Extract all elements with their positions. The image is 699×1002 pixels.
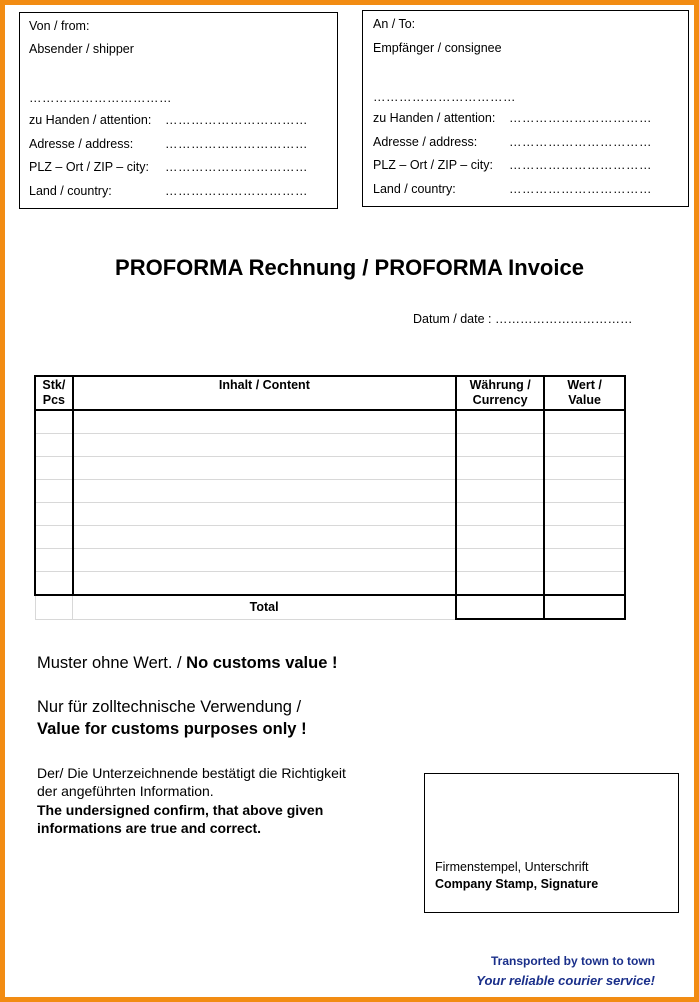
confirm-de-line-2: der angeführten Information. — [37, 783, 214, 799]
pcs-cell[interactable] — [35, 503, 73, 526]
value-cell[interactable] — [544, 503, 625, 526]
usage-note-de: Nur für zolltechnische Verwendung / — [37, 698, 302, 716]
total-row — [35, 595, 625, 619]
stamp-label-en: Company Stamp, Signature — [435, 877, 599, 891]
header-content: Inhalt / Content — [73, 376, 456, 410]
sender-box — [19, 12, 338, 209]
total-label: Total — [73, 595, 456, 619]
pcs-cell[interactable] — [35, 457, 73, 480]
stamp-label-de: Firmenstempel, Unterschrift — [435, 860, 589, 874]
recipient-country-field[interactable]: …………………………… — [509, 182, 652, 196]
currency-cell[interactable] — [456, 480, 544, 503]
muster-text: Muster ohne Wert. / — [37, 654, 187, 672]
table-row — [35, 457, 625, 480]
value-cell[interactable] — [544, 549, 625, 572]
header-pcs: Stk/ Pcs — [35, 376, 73, 410]
currency-cell[interactable] — [456, 526, 544, 549]
content-cell[interactable] — [73, 526, 456, 549]
value-cell[interactable] — [544, 457, 625, 480]
no-customs-value-note — [37, 654, 337, 673]
value-cell[interactable] — [544, 526, 625, 549]
currency-cell[interactable] — [456, 410, 544, 434]
pcs-cell[interactable] — [35, 410, 73, 434]
content-cell[interactable] — [73, 434, 456, 457]
table-row — [35, 434, 625, 457]
content-cell[interactable] — [73, 503, 456, 526]
content-cell[interactable] — [73, 549, 456, 572]
sender-country-label: Land / country: — [29, 184, 112, 198]
no-customs-value-text: No customs value ! — [186, 654, 338, 672]
total-value-cell[interactable] — [544, 595, 625, 619]
pcs-cell[interactable] — [35, 572, 73, 596]
stamp-signature-box[interactable] — [424, 773, 679, 913]
pcs-cell[interactable] — [35, 434, 73, 457]
total-currency-cell[interactable] — [456, 595, 544, 619]
recipient-attention-label: zu Handen / attention: — [373, 111, 496, 125]
recipient-city-field[interactable]: …………………………… — [509, 158, 652, 172]
currency-cell[interactable] — [456, 549, 544, 572]
value-cell[interactable] — [544, 434, 625, 457]
recipient-country-label: Land / country: — [373, 182, 456, 196]
sender-country-field[interactable]: …………………………… — [165, 184, 308, 198]
sender-attention-label: zu Handen / attention: — [29, 113, 152, 127]
table-row — [35, 549, 625, 572]
content-cell[interactable] — [73, 480, 456, 503]
document-title: PROFORMA Rechnung / PROFORMA Invoice — [115, 255, 584, 280]
sender-attention-field[interactable]: …………………………… — [165, 113, 308, 127]
recipient-name-field[interactable]: …………………………… — [373, 90, 516, 104]
value-cell[interactable] — [544, 480, 625, 503]
currency-cell[interactable] — [456, 503, 544, 526]
recipient-address-field[interactable]: …………………………… — [509, 135, 652, 149]
content-cell[interactable] — [73, 410, 456, 434]
confirm-en-line-1: The undersigned confirm, that above given — [37, 802, 324, 818]
content-cell[interactable] — [73, 457, 456, 480]
confirm-de-line-1: Der/ Die Unterzeichnende bestätigt die Richtigkeit — [37, 765, 346, 781]
table-row — [35, 480, 625, 503]
sender-address-field[interactable]: …………………………… — [165, 137, 308, 151]
recipient-box — [362, 10, 689, 207]
table-row — [35, 410, 625, 434]
value-cell[interactable] — [544, 572, 625, 596]
currency-cell[interactable] — [456, 457, 544, 480]
pcs-cell[interactable] — [35, 480, 73, 503]
recipient-heading: An / To: — [373, 17, 416, 31]
content-cell[interactable] — [73, 572, 456, 596]
recipient-city-label: PLZ – Ort / ZIP – city: — [373, 158, 493, 172]
items-table — [34, 375, 626, 620]
currency-cell[interactable] — [456, 572, 544, 596]
pcs-cell[interactable] — [35, 549, 73, 572]
confirm-en-line-2: informations are true and correct. — [37, 820, 262, 836]
usage-note-en: Value for customs purposes only ! — [37, 720, 307, 738]
pcs-cell[interactable] — [35, 526, 73, 549]
currency-cell[interactable] — [456, 434, 544, 457]
table-row — [35, 503, 625, 526]
value-cell[interactable] — [544, 410, 625, 434]
footer-line-1: Transported by town to town — [491, 954, 655, 968]
recipient-address-label: Adresse / address: — [373, 135, 478, 149]
recipient-subheading: Empfänger / consignee — [373, 41, 502, 55]
table-header-row — [35, 376, 625, 410]
sender-city-label: PLZ – Ort / ZIP – city: — [29, 160, 149, 174]
header-value: Wert / Value — [544, 376, 625, 410]
table-row — [35, 572, 625, 596]
sender-heading: Von / from: — [29, 19, 90, 33]
date-field[interactable]: Datum / date : …………………………… — [413, 312, 633, 326]
sender-city-field[interactable]: …………………………… — [165, 160, 308, 174]
footer-line-2: Your reliable courier service! — [476, 973, 655, 988]
total-spacer-cell — [35, 595, 73, 619]
sender-subheading: Absender / shipper — [29, 42, 134, 56]
table-row — [35, 526, 625, 549]
header-currency: Währung / Currency — [456, 376, 544, 410]
sender-name-field[interactable]: …………………………… — [29, 91, 172, 105]
recipient-attention-field[interactable]: …………………………… — [509, 111, 652, 125]
sender-address-label: Adresse / address: — [29, 137, 134, 151]
